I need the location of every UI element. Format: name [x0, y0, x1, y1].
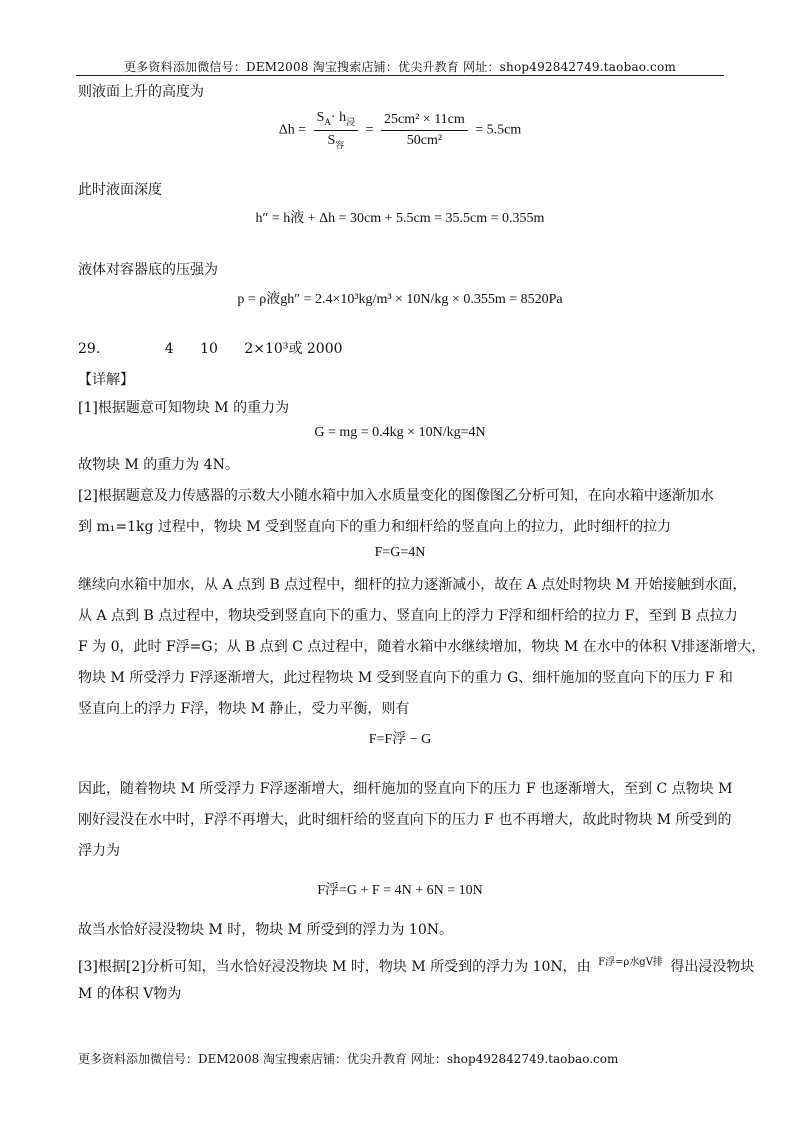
solution-step-2-line-2: 到 m₁=1kg 过程中，物块 M 受到竖直向下的重力和细杆给的竖直向上的拉力，此时细杆的拉力	[78, 519, 672, 535]
solution-step-2-line-5: F 为 0，此时 F浮=G；从 B 点到 C 点过程中，随着水箱中水继续增加，物块 M 在水中的体积 V排逐渐增大，	[78, 639, 766, 655]
page-header: 更多资料添加微信号：DEM2008 淘宝搜索店铺：优尖升教育 网址：shop492842749.taobao.com	[124, 60, 676, 74]
answer-3: 2×10³或 2000	[244, 341, 343, 357]
eq1-fraction-1: $\frac{S_A\cdot h_浸}{S_容}$	[314, 110, 358, 151]
solution-step-1-conclusion: 故物块 M 的重力为 4N。	[78, 457, 239, 473]
solution-step-2-line-10: 浮力为	[78, 843, 120, 859]
equation-depth: h″ = h液 + Δh = 30cm + 5.5cm = 35.5cm = 0.355m	[255, 211, 545, 226]
answer-1: 4	[164, 341, 174, 357]
equation-delta-h: Δh = $\frac{S_A\cdot h_浸}{S_容}$ = $\frac{\text{25cm² × 11cm}}{\text{50cm²}}$ = 5.5cm	[278, 110, 522, 150]
detail-heading: 【详解】	[78, 372, 134, 388]
solution-step-3-line-1: [3]根据[2]分析可知，当水恰好浸没物块 M 时，物块 M 所受到的浮力为 10N，由 $^{F浮=\rho 水gV排}$ 得出浸没物块	[78, 957, 755, 975]
equation-gravity: G = mg = 0.4kg × 10N/kg=4N	[314, 425, 486, 440]
header-divider	[76, 75, 724, 76]
solution-step-1: [1]根据题意可知物块 M 的重力为	[78, 400, 290, 416]
solution-step-2-conclusion: 故当水恰好浸没物块 M 时，物块 M 所受到的浮力为 10N。	[78, 922, 453, 938]
buoyancy-formula: F浮=ρ水gV排	[598, 957, 663, 968]
answer-2: 10	[200, 341, 218, 357]
solution-step-2-line-1: [2]根据题意及力传感器的示数大小随水箱中加入水质量变化的图像图乙分析可知，在向水箱中逐渐加水	[78, 488, 714, 504]
solution-step-2-line-6: 物块 M 所受浮力 F浮逐渐增大，此过程物块 M 受到竖直向下的重力 G、细杆施加的竖直向下的压力 F 和	[78, 670, 733, 686]
eq1-fraction-2: $\frac{\text{25cm² × 11cm}}{\text{50cm²}}$	[381, 112, 468, 149]
page-footer: 更多资料添加微信号：DEM2008 淘宝搜索店铺：优尖升教育 网址：shop492842749.taobao.com	[78, 1052, 619, 1066]
answer-row-29	[78, 338, 343, 358]
solution-step-2-line-3: 继续向水箱中加水，从 A 点到 B 点过程中，细杆的拉力逐渐减小，故在 A 点处时物块 M 开始接触到水面，	[78, 577, 747, 593]
equation-tension: F=G=4N	[374, 545, 426, 560]
solution-step-3-line-2: M 的体积 V物为	[78, 986, 182, 1002]
solution-step-2-line-9: 刚好浸没在水中时，F浮不再增大，此时细杆给的竖直向下的压力 F 也不再增大，故此时物块 M 所受到的	[78, 812, 732, 828]
eq1-lhs: Δh =	[278, 122, 307, 138]
solution-step-2-line-7: 竖直向上的浮力 F浮，物块 M 静止，受力平衡，则有	[78, 701, 410, 717]
paragraph-depth: 此时液面深度	[78, 182, 162, 198]
paragraph-rise-height: 则液面上升的高度为	[78, 84, 204, 100]
solution-step-2-line-8: 因此，随着物块 M 所受浮力 F浮逐渐增大，细杆施加的竖直向下的压力 F 也逐渐增大，至到 C 点物块 M	[78, 781, 733, 797]
question-number: 29.	[78, 341, 101, 357]
solution-step-2-line-4: 从 A 点到 B 点过程中，物块受到竖直向下的重力、竖直向上的浮力 F浮和细杆给的拉力 F，至到 B 点拉力	[78, 608, 738, 624]
paragraph-pressure: 液体对容器底的压强为	[78, 262, 218, 278]
eq1-rhs: = 5.5cm	[475, 122, 522, 138]
equation-buoyancy: F浮=G + F = 4N + 6N = 10N	[317, 883, 483, 898]
equation-pressure: p = ρ液gh″ = 2.4×10³kg/m³ × 10N/kg × 0.355m = 8520Pa	[237, 292, 563, 307]
equation-force-balance: F=F浮 − G	[368, 732, 432, 747]
